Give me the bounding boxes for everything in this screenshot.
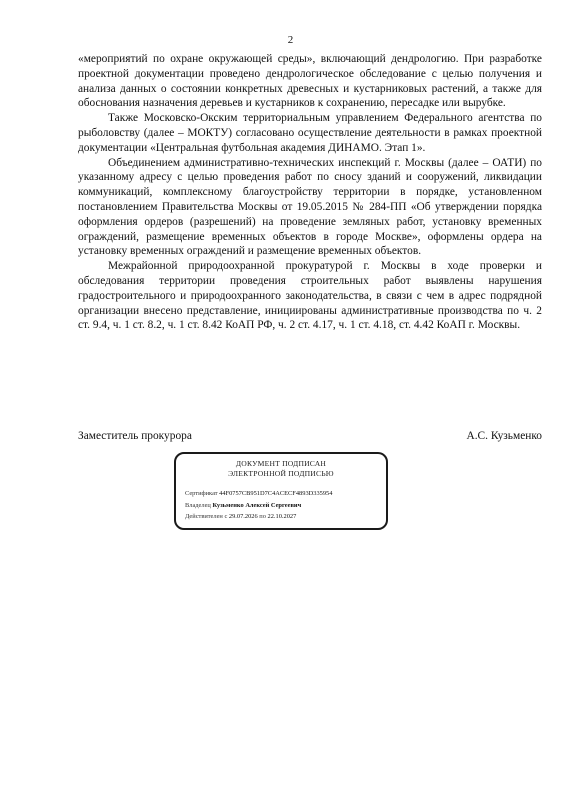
stamp-valid-label: Действителен xyxy=(185,513,223,520)
stamp-title-line2: ЭЛЕКТРОННОЙ ПОДПИСЬЮ xyxy=(228,468,334,478)
signatory-name: А.С. Кузьменко xyxy=(466,430,542,442)
stamp-owner-row xyxy=(185,502,301,510)
stamp-title xyxy=(176,459,386,478)
stamp-validity-row xyxy=(185,513,296,521)
paragraph-dendrology: «мероприятий по охране окружающей среды», включающий дендрологию. При разработке проектной документации проведено дендрологическое обследование с целью получения и анализа данных о состоянии конкретных древесных и кустарниковых растений, а также для обоснования назначения деревьев и кустарников к сохранению, пересадке или вырубке. xyxy=(78,53,542,110)
stamp-valid-from-label: с xyxy=(224,513,228,520)
stamp-valid-to-label: по xyxy=(259,513,266,520)
paragraph-moktu: Также Московско-Окским территориальным управлением Федерального агентства по рыболовству (далее – МОКТУ) согласовано осуществление деятельности в рамках проектной документации «Центральная футбольная академия ДИНАМО. Этап 1». xyxy=(78,112,542,154)
stamp-certificate-row xyxy=(185,490,332,498)
paragraph-oati: Объединением административно-технических инспекций г. Москвы (далее – ОАТИ) по указанному адресу с целью проведения работ по сносу зданий и сооружений, ликвидации коммуникаций, комплексному благоустройству территории в порядке, установленном постановлением Правительства Москвы от 19.05.2015 № 284-ПП «Об утверждении порядка оформления ордеров (разрешений) на проведение земляных работ, установку временных ограждений, размещение временных объектов в городе Москве», оформлены ордера на установку временных ограждений и размещение временных объектов. xyxy=(78,156,542,258)
page-number: 2 xyxy=(287,34,294,46)
stamp-valid-from: 29.07.2026 xyxy=(228,513,258,520)
stamp-certificate-value: 44F0757CB951D7C4ACECF4893D335954 xyxy=(219,490,333,497)
electronic-signature-stamp xyxy=(174,452,388,530)
stamp-valid-to: 22.10.2027 xyxy=(267,513,297,520)
stamp-certificate-label: Сертификат xyxy=(185,490,218,497)
signatory-role: Заместитель прокурора xyxy=(78,430,192,442)
stamp-owner-value: Кузьменко Алексей Сергеевич xyxy=(212,502,302,509)
paragraph-prosecutor-findings: Межрайонной природоохранной прокуратурой г. Москвы в ходе проверки и обследования территории проведения строительных работ выявлены нарушения градостроительного и природоохранного законодательства, в связи с чем в адрес подрядной организации внесено представление, инициированы административные производства по ч. 2 ст. 9.4, ч. 1 ст. 8.2, ч. 1 ст. 8.42 КоАП РФ, ч. 2 ст. 4.17, ч. 1 ст. 4.18, ст. 4.42 КоАП г. Москвы. xyxy=(78,260,542,332)
stamp-owner-label: Владелец xyxy=(185,502,211,509)
stamp-title-line1: ДОКУМЕНТ ПОДПИСАН xyxy=(235,459,327,468)
document-body xyxy=(78,52,542,333)
